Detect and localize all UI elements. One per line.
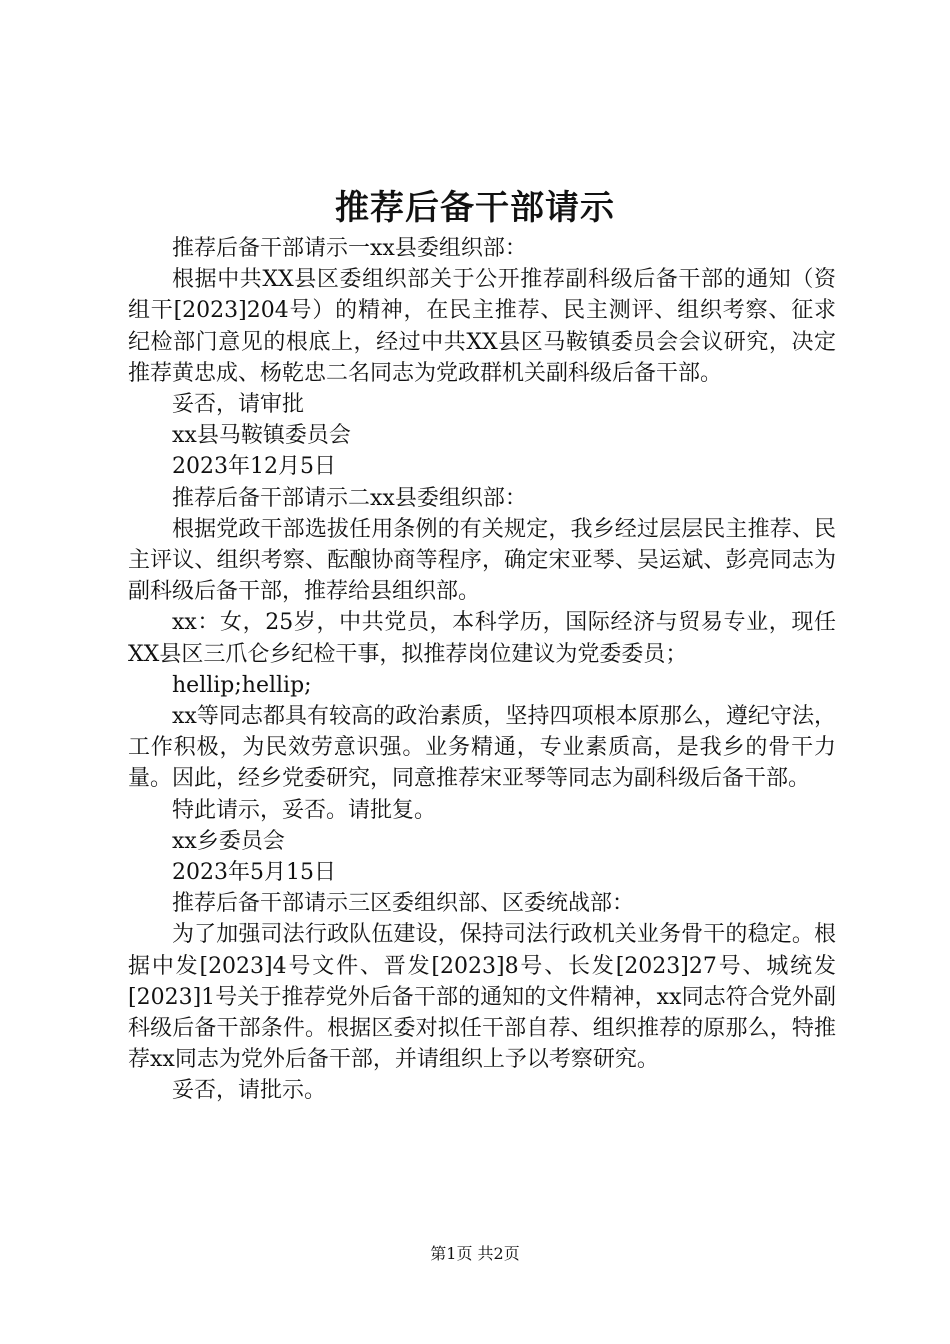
paragraph: 2023年12月5日 [172,454,336,480]
paragraph: 2023年5月15日 [172,860,336,886]
paragraph: xx等同志都具有较高的政治素质，坚持四项根本原那么，遵纪守法，工作积极，为民效劳意识强。业务精通，专业素质高，是我乡的骨干力量。因此，经乡党委研究，同意推荐宋亚琴等同志为副科级后备干部。 [128,704,836,792]
paragraph: xx：女，25岁，中共党员，本科学历，国际经济与贸易专业，现任XX县区三爪仑乡纪检干事，拟推荐岗位建议为党委委员； [128,610,836,667]
paragraph: 为了加强司法行政队伍建设，保持司法行政机关业务骨干的稳定。根据中发[2023]4号文件、晋发[2023]8号、长发[2023]27号、城统发[2023]1号关于推荐党外后备干部的通知的文件精神，xx同志符合党外副科级后备干部条件。根据区委对拟任干部自荐、组织推荐的原那么，特推荐xx同志为党外后备干部，并请组织上予以考察研究。 [128,922,836,1073]
paragraph: 推荐后备干部请示三区委组织部、区委统战部： [172,891,635,917]
page-footer: 第1页 共2页 [430,1244,520,1263]
document-title: 推荐后备干部请示 [335,188,615,228]
document-body [128,233,836,1107]
paragraph: 妥否，请审批 [172,392,305,418]
paragraph: xx县马鞍镇委员会 [172,423,351,449]
paragraph: 推荐后备干部请示一xx县委组织部： [172,236,527,261]
paragraph: hellip;hellip; [172,672,312,698]
paragraph: 推荐后备干部请示二xx县委组织部： [172,485,527,511]
paragraph: xx乡委员会 [172,828,285,854]
paragraph: 根据党政干部选拔任用条例的有关规定，我乡经过层层民主推荐、民主评议、组织考察、酝酿协商等程序，确定宋亚琴、吴运斌、彭亮同志为副科级后备干部，推荐给县组织部。 [128,516,836,605]
paragraph: 特此请示，妥否。请批复。 [172,797,437,823]
paragraph: 根据中共XX县区委组织部关于公开推荐副科级后备干部的通知（资组干[2023]204号）的精神，在民主推荐、民主测评、组织考察、征求纪检部门意见的根底上，经过中共XX县区马鞍镇委员会会议研究，决定推荐黄忠成、杨乾忠二名同志为党政群机关副科级后备干部。 [128,267,836,386]
paragraph: 妥否，请批示。 [172,1078,327,1104]
